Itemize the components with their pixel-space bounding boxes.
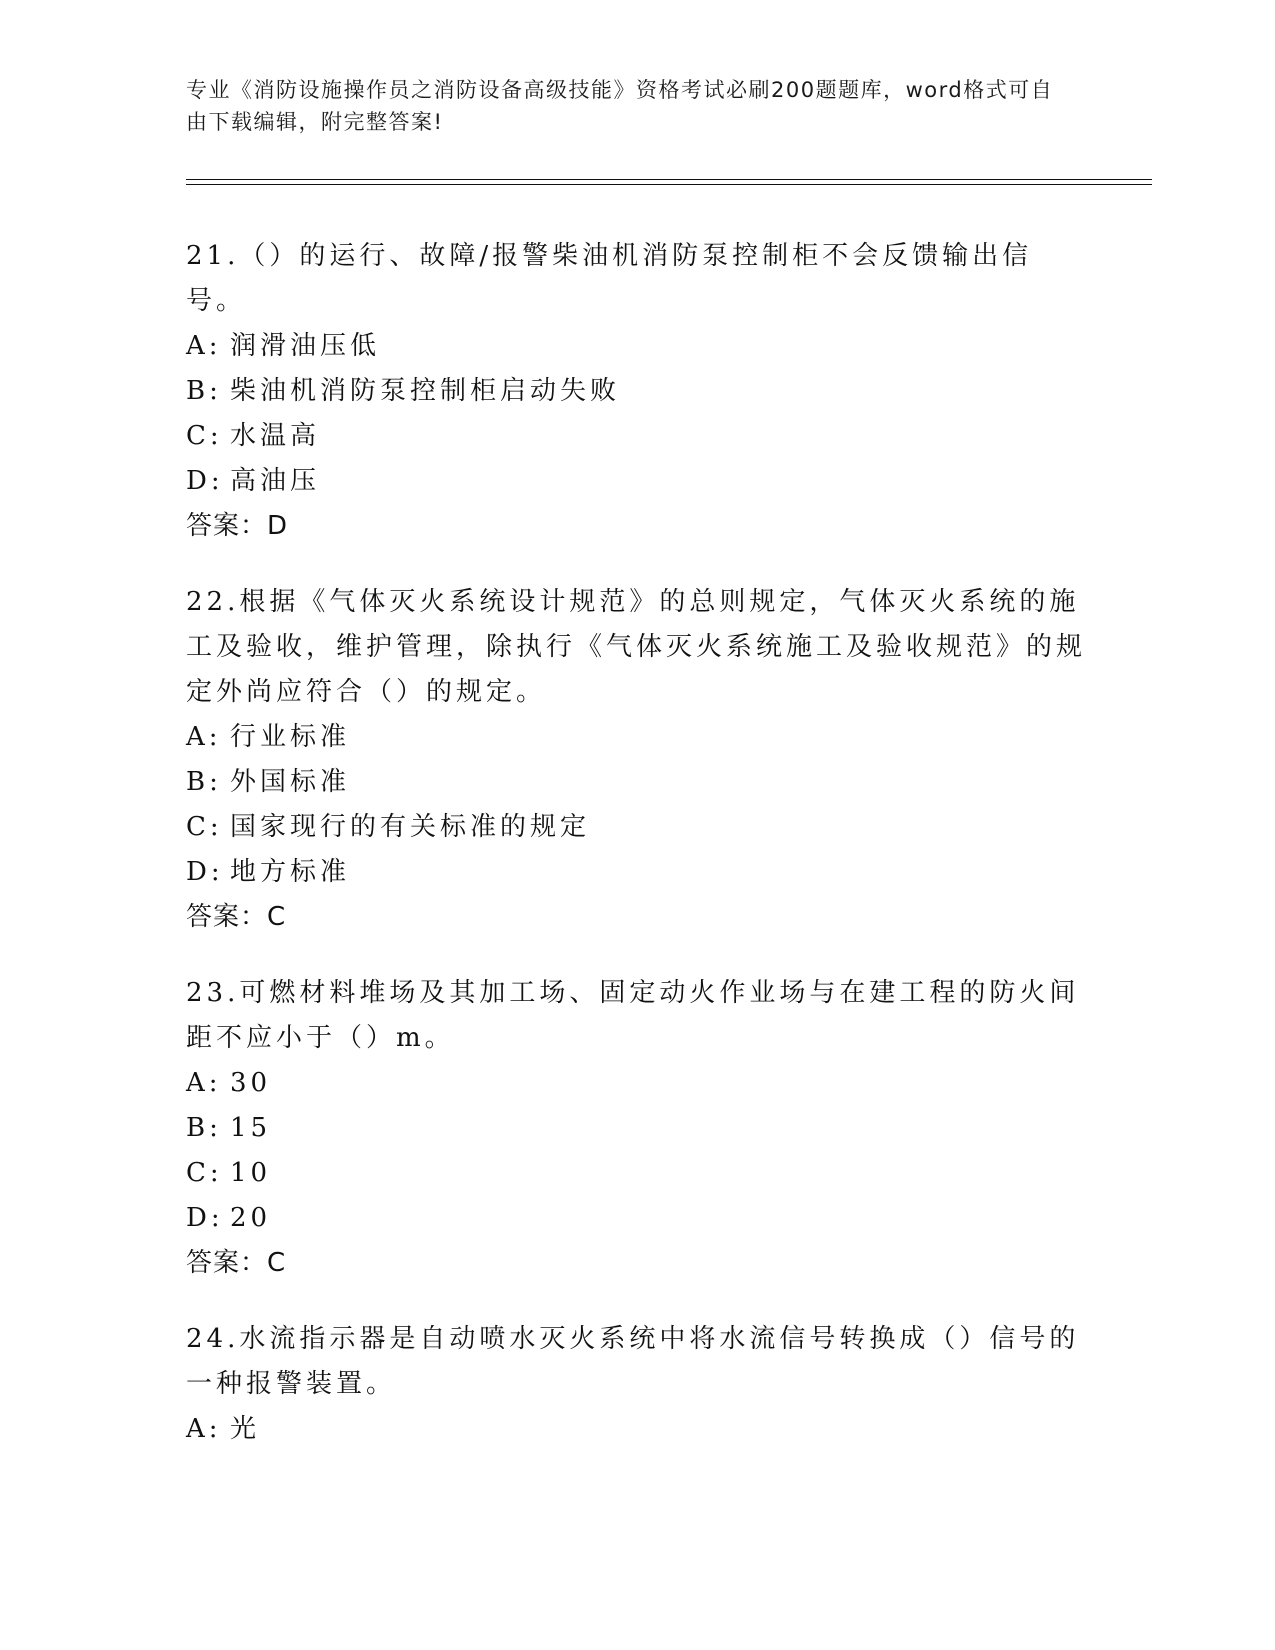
option-text: 柴油机消防泵控制柜启动失败 xyxy=(230,376,621,406)
option-a xyxy=(186,1407,1086,1452)
option-b xyxy=(186,369,1086,414)
question-stem: 21.（）的运行、故障/报警柴油机消防泵控制柜不会反馈输出信号。 xyxy=(186,241,1033,316)
option-b xyxy=(186,1106,1086,1151)
option-key: C: xyxy=(186,421,223,451)
option-d xyxy=(186,459,1086,504)
option-c xyxy=(186,1151,1086,1196)
question-stem: 22.根据《气体灭火系统设计规范》的总则规定，气体灭火系统的施工及验收，维护管理，除执行《气体灭火系统施工及验收规范》的规定外尚应符合（）的规定。 xyxy=(186,587,1087,707)
question-item xyxy=(186,234,1086,549)
option-key: A: xyxy=(186,331,222,361)
option-a xyxy=(186,1061,1086,1106)
option-text: 10 xyxy=(230,1158,272,1188)
question-stem: 23.可燃材料堆场及其加工场、固定动火作业场与在建工程的防火间距不应小于（）m。 xyxy=(186,978,1080,1053)
question-item xyxy=(186,1317,1086,1452)
option-key: B: xyxy=(186,767,222,797)
option-text: 国家现行的有关标准的规定 xyxy=(230,812,591,842)
question-list xyxy=(186,234,1086,1483)
option-text: 高油压 xyxy=(230,466,321,496)
answer-line: 答案：C xyxy=(186,902,287,932)
option-key: D: xyxy=(186,466,224,496)
option-d xyxy=(186,1196,1086,1241)
option-key: B: xyxy=(186,1113,222,1143)
option-key: A: xyxy=(186,1414,222,1444)
option-text: 润滑油压低 xyxy=(230,331,381,361)
option-key: C: xyxy=(186,1158,223,1188)
option-text: 20 xyxy=(230,1203,272,1233)
option-b xyxy=(186,760,1086,805)
option-key: C: xyxy=(186,812,223,842)
option-text: 外国标准 xyxy=(230,767,351,797)
option-key: B: xyxy=(186,376,222,406)
header-divider-bottom xyxy=(186,184,1152,185)
question-item xyxy=(186,971,1086,1286)
option-key: A: xyxy=(186,1068,222,1098)
document-header: 专业《消防设施操作员之消防设备高级技能》资格考试必刷200题题库，word格式可自由下载编辑，附完整答案! xyxy=(186,78,1054,134)
option-d xyxy=(186,850,1086,895)
option-a xyxy=(186,324,1086,369)
option-text: 15 xyxy=(230,1113,272,1143)
option-text: 光 xyxy=(230,1414,261,1444)
option-c xyxy=(186,805,1086,850)
option-key: D: xyxy=(186,857,224,887)
option-key: D: xyxy=(186,1203,224,1233)
header-divider-top xyxy=(186,179,1152,180)
option-key: A: xyxy=(186,722,222,752)
option-c xyxy=(186,414,1086,459)
answer-line: 答案：C xyxy=(186,1248,287,1278)
option-text: 水温高 xyxy=(230,421,321,451)
question-stem: 24.水流指示器是自动喷水灭火系统中将水流信号转换成（）信号的一种报警装置。 xyxy=(186,1324,1080,1399)
option-text: 行业标准 xyxy=(230,722,351,752)
question-item xyxy=(186,580,1086,940)
option-text: 地方标准 xyxy=(230,857,351,887)
option-text: 30 xyxy=(230,1068,272,1098)
option-a xyxy=(186,715,1086,760)
answer-line: 答案：D xyxy=(186,511,289,541)
